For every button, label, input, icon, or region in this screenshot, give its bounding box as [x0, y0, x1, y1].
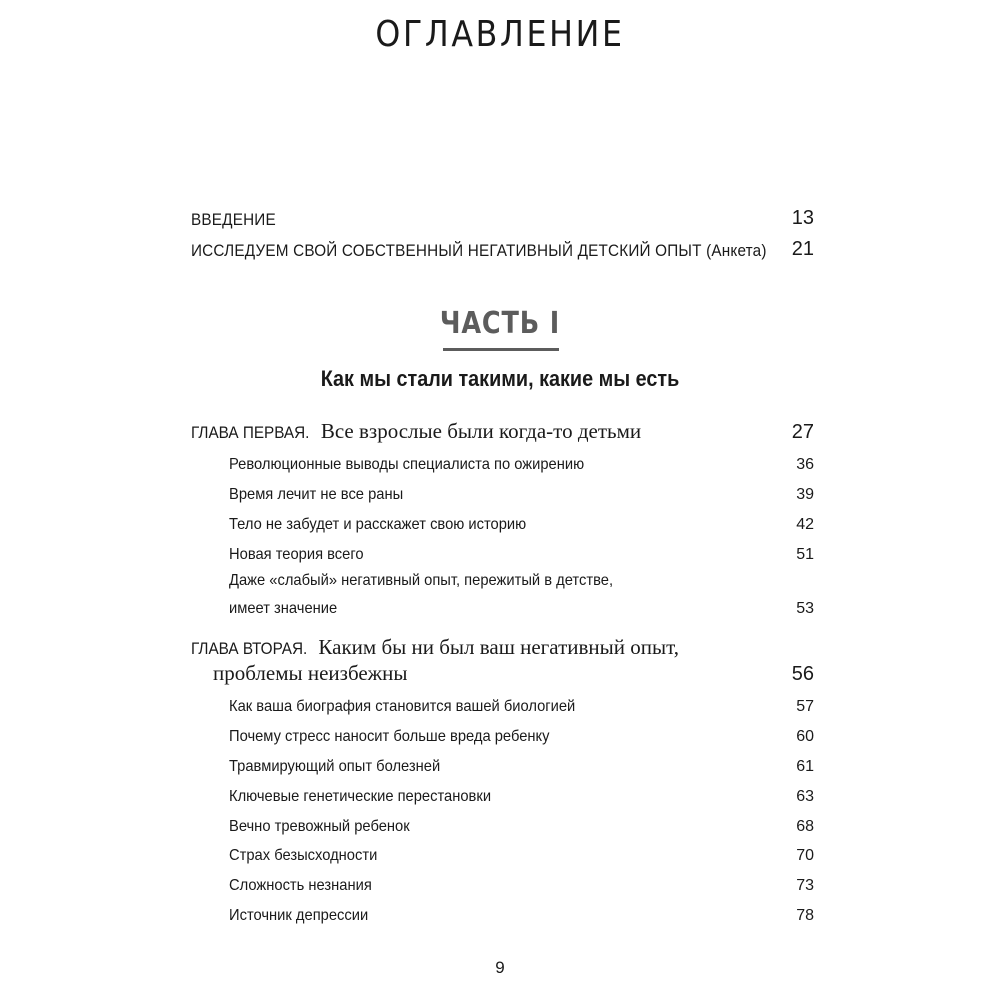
- toc-entry-questionnaire[interactable]: [191, 235, 814, 265]
- section-label: Вечно тревожный ребенок: [229, 818, 410, 835]
- entry-page-number: 61: [796, 758, 814, 775]
- toc-section[interactable]: [229, 750, 814, 780]
- toc-section[interactable]: [229, 592, 814, 622]
- entry-page-number: 57: [796, 698, 814, 715]
- toc-section[interactable]: [229, 780, 814, 810]
- part-label: ЧАСТЬ I: [439, 306, 561, 341]
- section-label: Тело не забудет и расскажет свою историю: [229, 516, 527, 533]
- chapter-prefix: ГЛАВА ВТОРАЯ.: [191, 639, 308, 658]
- chapter-prefix: ГЛАВА ПЕРВАЯ.: [191, 423, 310, 442]
- toc-chapter-one[interactable]: [191, 418, 814, 448]
- section-label: Сложность незнания: [229, 877, 372, 894]
- toc-section[interactable]: [229, 690, 814, 720]
- chapter-title: Все взрослые были когда-то детьми: [320, 419, 642, 443]
- entry-page-number: 56: [791, 663, 814, 685]
- entry-page-number: 27: [791, 421, 814, 443]
- entry-page-number: 13: [791, 207, 814, 229]
- entry-label: ВВЕДЕНИЕ: [191, 210, 276, 229]
- entry-page-number: 39: [796, 486, 814, 503]
- entry-page-number: 42: [796, 516, 814, 533]
- toc-section[interactable]: [229, 508, 814, 538]
- toc-section[interactable]: [229, 810, 814, 840]
- chapter-title-line2: проблемы неизбежны: [213, 661, 408, 685]
- entry-page-number: 51: [796, 546, 814, 563]
- section-label-line1[interactable]: Даже «слабый» негативный опыт, пережитый в детстве,: [229, 572, 614, 589]
- toc-section[interactable]: [229, 538, 814, 568]
- page-title: ОГЛАВЛЕНИЕ: [375, 14, 625, 55]
- section-label: Время лечит не все раны: [229, 486, 404, 503]
- toc-section[interactable]: [229, 839, 814, 869]
- section-label: Как ваша биография становится вашей биологией: [229, 698, 576, 715]
- section-label: Новая теория всего: [229, 546, 364, 563]
- entry-page-number: 21: [791, 238, 814, 260]
- chapter-heading: [191, 635, 679, 660]
- entry-page-number: 53: [796, 600, 814, 617]
- toc-chapter-two-cont[interactable]: [191, 660, 814, 690]
- entry-page-number: 78: [796, 907, 814, 924]
- entry-page-number: 63: [796, 788, 814, 805]
- toc-section[interactable]: [229, 478, 814, 508]
- chapter-title: Каким бы ни был ваш негативный опыт,: [318, 635, 679, 659]
- page-number-folio: 9: [495, 958, 505, 977]
- toc-section[interactable]: [229, 869, 814, 899]
- part-subtitle: Как мы стали такими, какие мы есть: [320, 366, 680, 391]
- entry-label: ИССЛЕДУЕМ СВОЙ СОБСТВЕННЫЙ НЕГАТИВНЫЙ ДЕТСКИЙ ОПЫТ (Анкета): [191, 241, 767, 260]
- entry-page-number: 73: [796, 877, 814, 894]
- entry-page-number: 36: [796, 456, 814, 473]
- section-label: Источник депрессии: [229, 907, 369, 924]
- chapter-heading: [191, 419, 641, 444]
- section-label: Травмирующий опыт болезней: [229, 758, 441, 775]
- chapter-title-line2-wrap: [213, 661, 408, 686]
- section-label: Революционные выводы специалиста по ожирению: [229, 456, 585, 473]
- toc-section[interactable]: [229, 448, 814, 478]
- section-label: Страх безысходности: [229, 847, 378, 864]
- part-underline: [443, 348, 559, 351]
- toc-entry-introduction[interactable]: [191, 204, 814, 234]
- section-label: Почему стресс наносит больше вреда ребенку: [229, 728, 550, 745]
- toc-section[interactable]: [229, 899, 814, 929]
- entry-page-number: 60: [796, 728, 814, 745]
- section-label-line2: имеет значение: [229, 600, 338, 617]
- section-label: Ключевые генетические перестановки: [229, 788, 492, 805]
- entry-page-number: 68: [796, 818, 814, 835]
- toc-section[interactable]: [229, 720, 814, 750]
- entry-page-number: 70: [796, 847, 814, 864]
